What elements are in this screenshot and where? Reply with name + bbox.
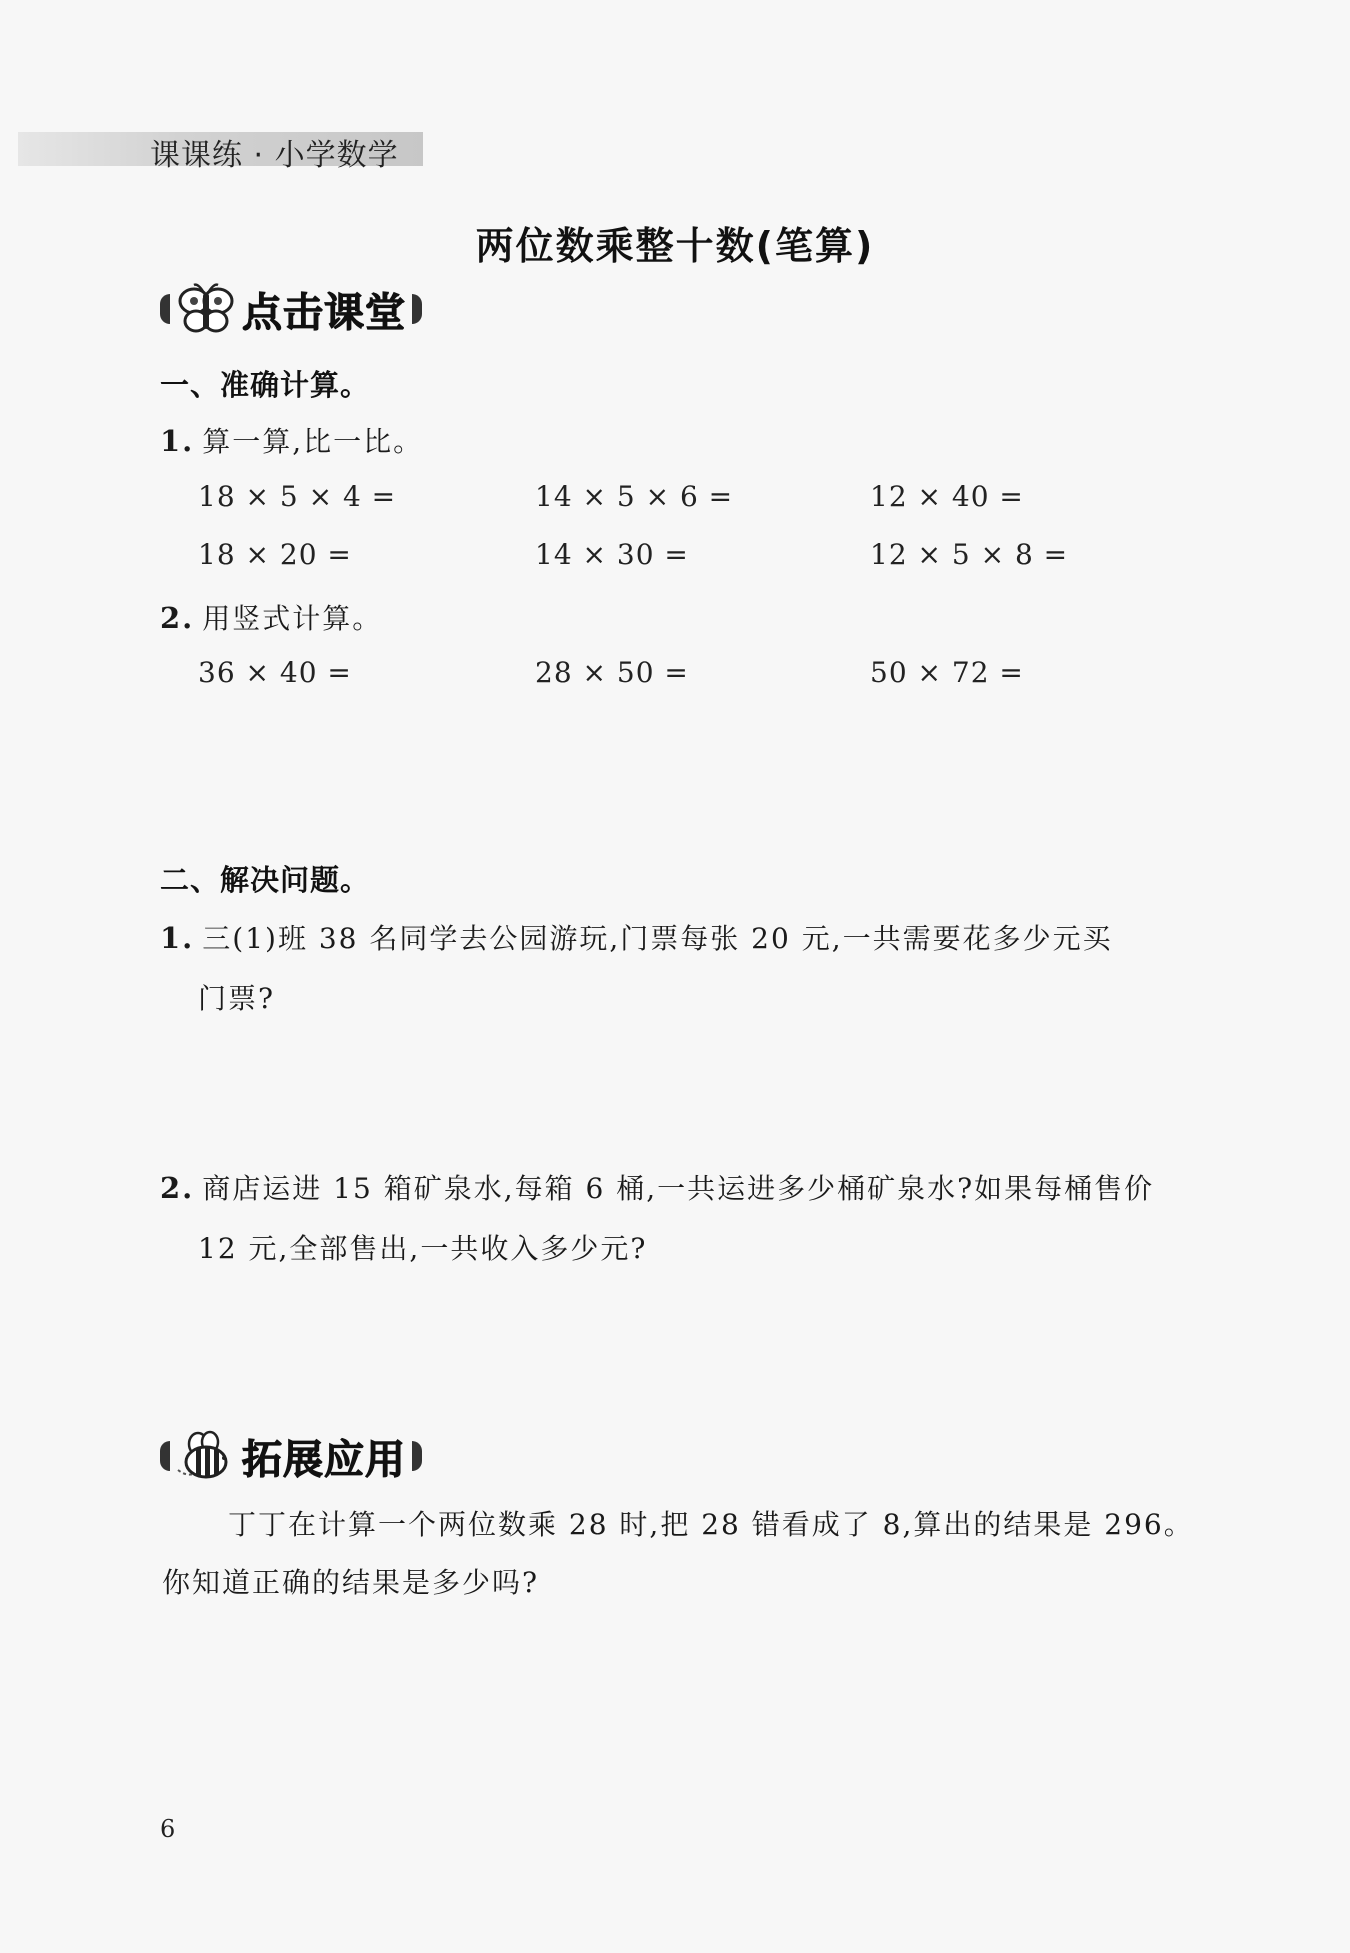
tag-left-cap [160, 294, 170, 324]
expression: 14 × 5 × 6 = [535, 480, 734, 513]
extension-text-line2: 你知道正确的结果是多少吗? [162, 1566, 540, 1599]
tag-left-cap [160, 1441, 170, 1471]
series-title: 课课练 · 小学数学 [150, 138, 399, 173]
tag-right-cap [412, 1441, 422, 1471]
question-number: 1. [160, 921, 195, 955]
question-text: 用竖式计算。 [202, 602, 383, 635]
expression: 14 × 30 = [535, 538, 689, 571]
lesson-title: 两位数乘整十数(笔算) [475, 224, 875, 268]
question-number: 2. [160, 1171, 195, 1205]
extension-text-line1: 丁丁在计算一个两位数乘 28 时,把 28 错看成了 8,算出的结果是 296。 [228, 1508, 1194, 1541]
question-text-continued: 12 元,全部售出,一共收入多少元? [198, 1232, 648, 1265]
butterfly-icon [174, 281, 238, 337]
section-tag-label: 拓展应用 [242, 1436, 406, 1483]
bee-icon [174, 1428, 238, 1484]
expression: 18 × 5 × 4 = [198, 480, 397, 513]
question-number: 1. [160, 424, 195, 458]
question-text: 算一算,比一比。 [202, 425, 424, 458]
tag-right-cap [412, 294, 422, 324]
expression: 12 × 5 × 8 = [870, 538, 1069, 571]
question-number: 2. [160, 601, 195, 635]
expression: 28 × 50 = [535, 656, 689, 689]
question-text-continued: 门票? [198, 982, 276, 1015]
expression: 50 × 72 = [870, 656, 1024, 689]
part2-q2 [160, 1167, 1154, 1207]
question-text: 三(1)班 38 名同学去公园游玩,门票每张 20 元,一共需要花多少元买 [202, 922, 1113, 955]
part1-heading: 一、准确计算。 [160, 368, 371, 402]
part2-q1 [160, 917, 1113, 957]
part2-heading: 二、解决问题。 [160, 863, 371, 897]
page-number: 6 [160, 1815, 176, 1843]
section-tag-class-practice [160, 285, 422, 336]
expression: 12 × 40 = [870, 480, 1024, 513]
section-tag-extension [160, 1432, 422, 1483]
section-tag-label: 点击课堂 [242, 289, 406, 336]
expression: 18 × 20 = [198, 538, 352, 571]
part1-q1 [160, 420, 423, 460]
question-text: 商店运进 15 箱矿泉水,每箱 6 桶,一共运进多少桶矿泉水?如果每桶售价 [202, 1172, 1155, 1205]
expression: 36 × 40 = [198, 656, 352, 689]
part1-q2 [160, 597, 382, 637]
